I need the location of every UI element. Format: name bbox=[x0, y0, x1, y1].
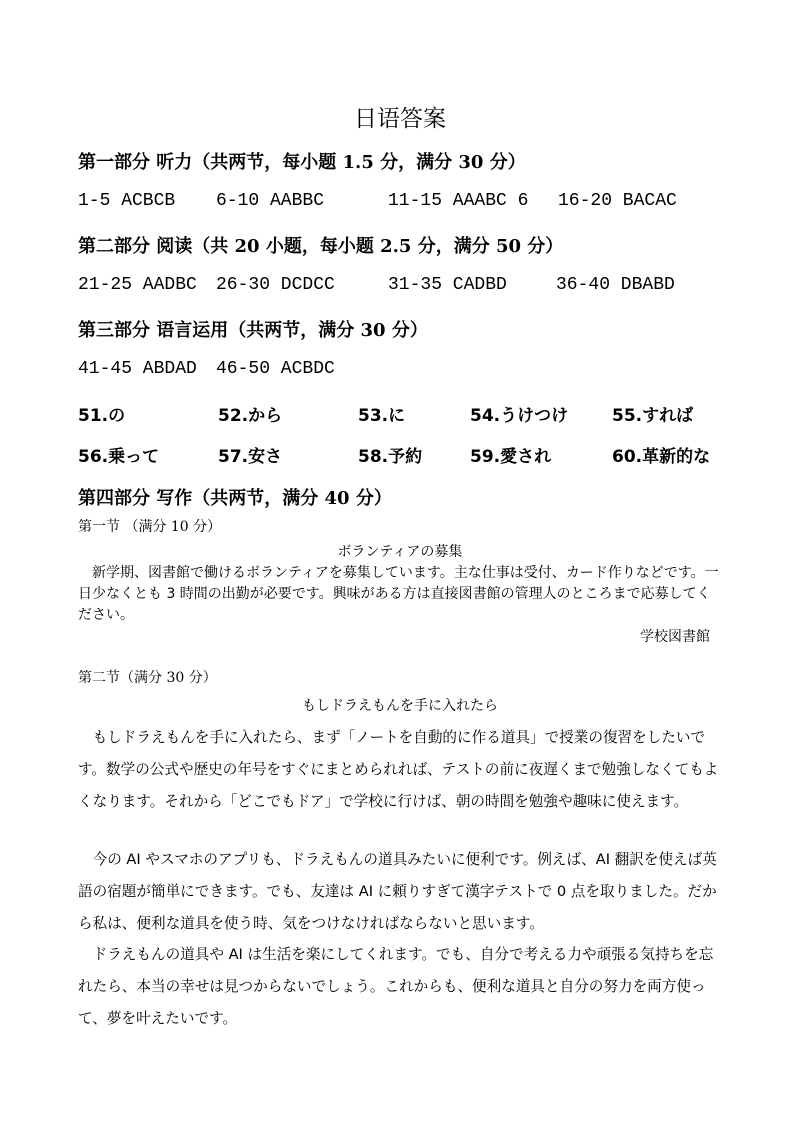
section1-signature: 学校図書館 bbox=[640, 629, 710, 645]
answer-group: 31-35 CADBD bbox=[388, 275, 507, 295]
answer-group: 1-5 ACBCB bbox=[78, 191, 176, 211]
answer-group: 16-20 BACAC bbox=[558, 191, 677, 211]
fill-answer: 60.革新的な bbox=[612, 447, 711, 467]
fill-answer: 55.すれば bbox=[612, 406, 694, 426]
part4-heading: 第四部分 写作（共两节，满分 40 分） bbox=[78, 488, 392, 509]
fill-answer: 57.安さ bbox=[218, 447, 283, 467]
fill-answer: 59.愛され bbox=[470, 447, 552, 467]
part1-heading: 第一部分 听力（共两节，每小题 1.5 分，满分 30 分） bbox=[78, 152, 526, 173]
section1-essay-title: ボランティアの募集 bbox=[337, 544, 463, 560]
fill-answer: 54.うけつけ bbox=[470, 406, 569, 426]
essay-paragraph-1: もしドラえもんを手に入れたら、まず「ノートを自動的に作る道具」で授業の復習をしたいです。数学の公式や歴史の年号をすぐにまとめられれば、テストの前に夜遅くまで勉強しなくてもよくなります。それから「どこでもドア」で学校に行けば、朝の時間を勉強や趣味に使えます。 bbox=[78, 729, 719, 810]
section2-heading: 第二节（满分 30 分） bbox=[78, 670, 217, 686]
answer-group: 6-10 AABBC bbox=[216, 191, 325, 211]
essay-paragraph-2: 今の AI やスマホのアプリも、ドラえもんの道具みたいに便利です。例えば、AI 翻訳を使えば英語の宿題が簡単にできます。でも、友達は AI に頼りすぎて漢字テストで 0 点を取りました。だから私は、便利な道具を使う時、気をつけなければならないと思います。 bbox=[78, 851, 717, 932]
answer-group: 46-50 ACBDC bbox=[216, 359, 335, 379]
part2-heading: 第二部分 阅读（共 20 小题，每小题 2.5 分，满分 50 分） bbox=[78, 236, 564, 257]
answer-group: 41-45 ABDAD bbox=[78, 359, 197, 379]
part3-heading: 第三部分 语言运用（共两节，满分 30 分） bbox=[78, 320, 428, 341]
fill-answer: 53.に bbox=[358, 406, 406, 426]
essay-paragraph-3: ドラえもんの道具や AI は生活を楽にしてくれます。でも、自分で考える力や頑張る気持ちを忘れたら、本当の幸せは見つからないでしょう。これからも、便利な道具と自分の努力を両方使って、夢を叶えたいです。 bbox=[78, 946, 714, 1027]
fill-answer: 52.から bbox=[218, 406, 283, 426]
section2-essay-title: もしドラえもんを手に入れたら bbox=[302, 698, 498, 714]
fill-answer: 58.予約 bbox=[358, 447, 423, 467]
answer-group: 11-15 AAABC 6 bbox=[388, 191, 529, 211]
fill-answer: 56.乗って bbox=[78, 447, 160, 467]
section1-essay-body: 新学期、図書館で働けるボランティアを募集しています。主な仕事は受付、カード作りなどです。一日少なくとも 3 時間の出勤が必要です。興味がある方は直接図書館の管理人のところまで応募してください。 bbox=[78, 565, 719, 623]
answer-group: 26-30 DCDCC bbox=[216, 275, 335, 295]
answer-group: 21-25 AADBC bbox=[78, 275, 197, 295]
answer-group: 36-40 DBABD bbox=[556, 275, 675, 295]
page-title: 日语答案 bbox=[354, 106, 446, 132]
fill-answer: 51.の bbox=[78, 406, 126, 426]
section1-heading: 第一节 （满分 10 分） bbox=[78, 519, 222, 535]
